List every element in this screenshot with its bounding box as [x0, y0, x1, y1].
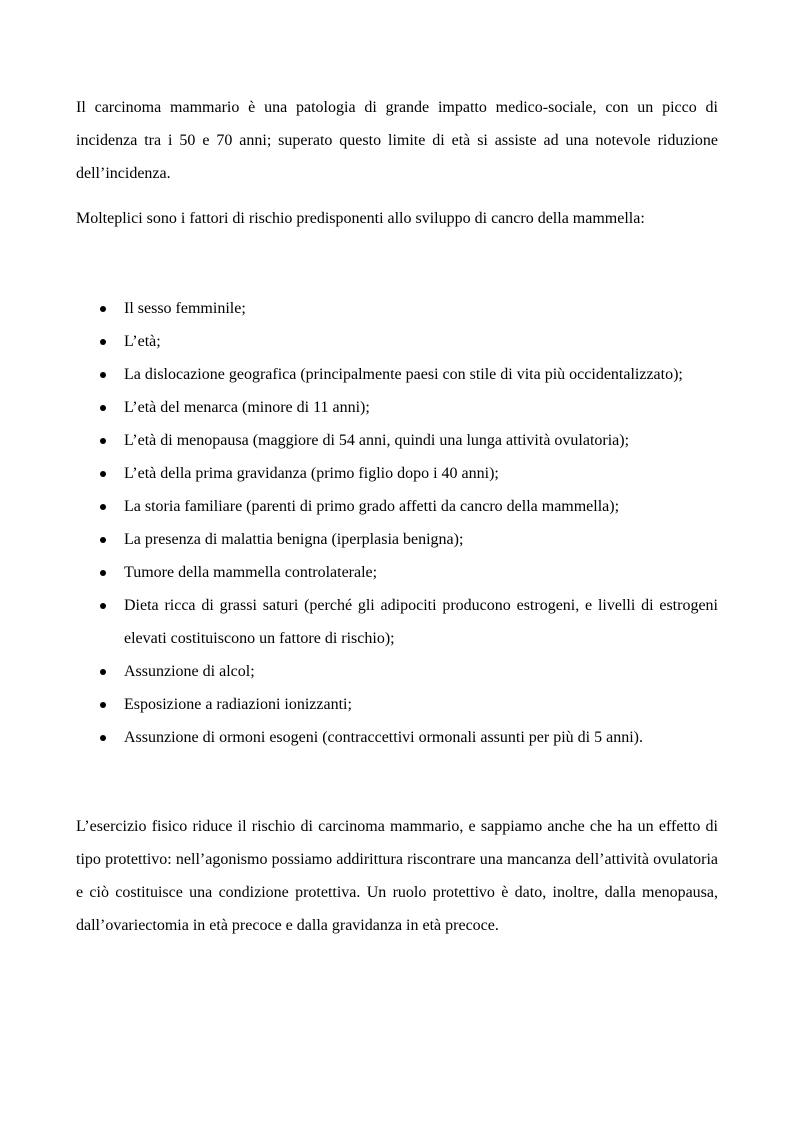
list-item [76, 457, 718, 490]
list-item-text: L’età; [124, 333, 161, 350]
bullet-icon [100, 570, 106, 576]
risk-factor-list [76, 292, 718, 754]
list-item-text: L’età del menarca (minore di 11 anni); [124, 399, 370, 416]
bullet-icon [100, 669, 106, 675]
bullet-icon [100, 471, 106, 477]
list-item [76, 391, 718, 424]
bullet-icon [100, 537, 106, 543]
intro-paragraph: Il carcinoma mammario è una patologia di grande impatto medico-sociale, con un picco di incidenza tra i 50 e 70 anni; superato questo limite di età si assiste ad una notevole riduzione dell’incidenza. [76, 99, 718, 182]
bullet-icon [100, 339, 106, 345]
list-item-text: La storia familiare (parenti di primo grado affetti da cancro della mammella); [124, 498, 620, 515]
list-item-text: Tumore della mammella controlaterale; [124, 564, 378, 581]
list-item-text: La presenza di malattia benigna (iperplasia benigna); [124, 531, 464, 548]
bullet-icon [100, 405, 106, 411]
bullet-icon [100, 504, 106, 510]
list-item-text: L’età di menopausa (maggiore di 54 anni, quindi una lunga attività ovulatoria); [124, 432, 630, 449]
list-item-text: L’età della prima gravidanza (primo figlio dopo i 40 anni); [124, 465, 499, 482]
list-item [76, 721, 718, 754]
list-item-text: Assunzione di ormoni esogeni (contraccettivi ormonali assunti per più di 5 anni). [124, 729, 643, 746]
bullet-icon [100, 306, 106, 312]
list-item [76, 556, 718, 589]
list-item [76, 523, 718, 556]
bullet-icon [100, 603, 106, 609]
list-item [76, 655, 718, 688]
list-item-text: Esposizione a radiazioni ionizzanti; [124, 696, 352, 713]
list-item [76, 490, 718, 523]
list-item [76, 358, 718, 391]
list-item-text: La dislocazione geografica (principalmente paesi con stile di vita più occidentalizzato); [124, 366, 683, 383]
list-item-text: Dieta ricca di grassi saturi (perché gli adipociti producono estrogeni, e livelli di estrogeni elevati costituiscono un fattore di rischio); [124, 597, 718, 647]
list-item [76, 325, 718, 358]
spacer [76, 754, 718, 810]
risk-intro-paragraph: Molteplici sono i fattori di rischio predisponenti allo sviluppo di cancro della mammella: [76, 210, 645, 227]
list-item [76, 589, 718, 655]
list-item [76, 424, 718, 457]
list-item-text: Il sesso femminile; [124, 300, 246, 317]
document-page [76, 91, 718, 942]
list-item-text: Assunzione di alcol; [124, 663, 255, 680]
bullet-icon [100, 735, 106, 741]
bullet-icon [100, 372, 106, 378]
bullet-icon [100, 438, 106, 444]
spacer [76, 235, 718, 292]
list-item [76, 688, 718, 721]
closing-paragraph: L’esercizio fisico riduce il rischio di carcinoma mammario, e sappiamo anche che ha un effetto di tipo protettivo: nell’agonismo possiamo addirittura riscontrare una mancanza dell’attività ovulatoria e ciò costituisce una condizione protettiva. Un ruolo protettivo è dato, inoltre, dalla menopausa, dall’ovariectomia in età precoce e dalla gravidanza in età precoce. [76, 818, 718, 934]
list-item [76, 292, 718, 325]
bullet-icon [100, 702, 106, 708]
